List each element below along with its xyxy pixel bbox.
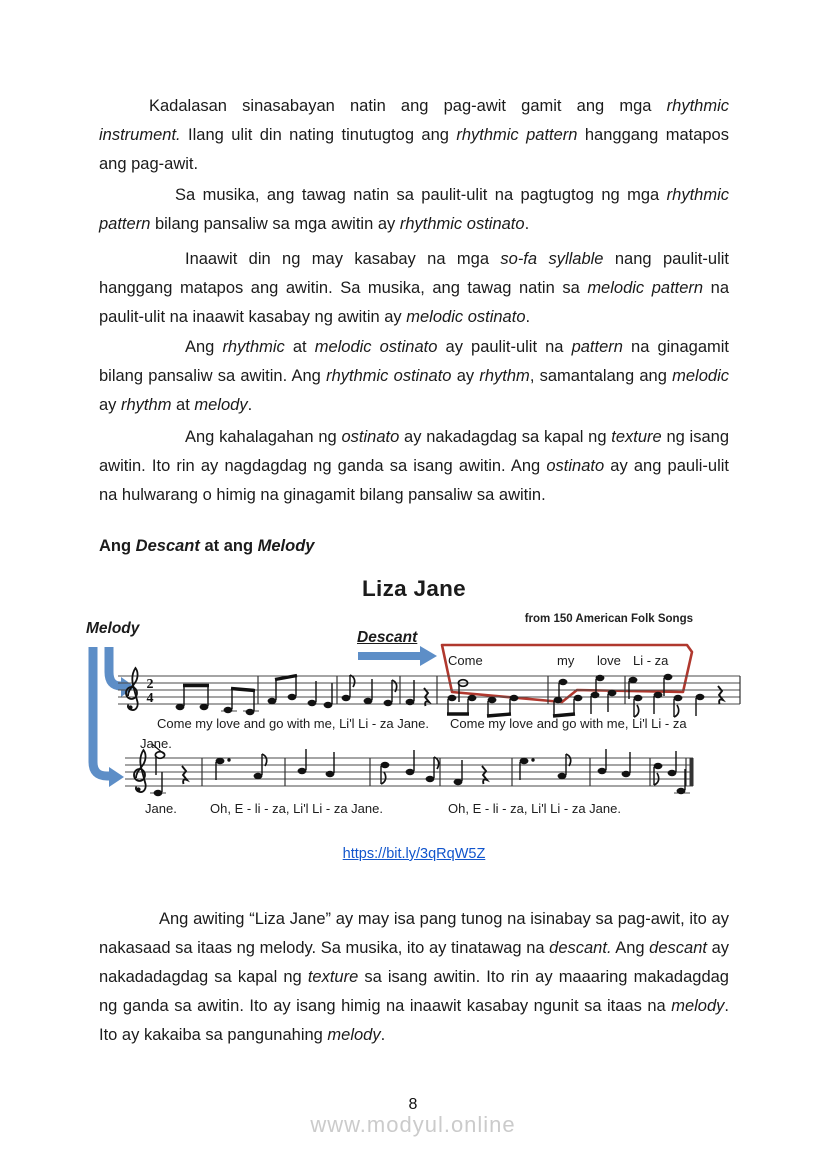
- descant-lyric-liza: Li - za: [633, 653, 669, 668]
- watermark: www.modyul.online: [310, 1112, 516, 1137]
- melody-lyric-2c: Oh, E - li - za, Li'l Li - za Jane.: [448, 801, 621, 816]
- paragraph-5: Ang kahalagahan ng ostinato ay nakadagdag sa kapal ng texture ng isang awitin. Ito rin ay nagdagdag ng ganda sa isang awitin. Ang ostinato ay ang pauli-ulit na hulwarang o himig na ginagamit bilang pansaliw sa awitin.: [99, 428, 729, 504]
- descant-lyric-come: Come: [448, 653, 483, 668]
- time-signature-bottom: 4: [146, 691, 154, 706]
- melody-lyric-1b: Come my love and go with me, Li'l Li - za: [450, 716, 687, 731]
- staff-2-notes: [150, 749, 690, 796]
- page-number: 8: [408, 1096, 418, 1113]
- source-link[interactable]: https://bit.ly/3qRqW5Z: [342, 846, 486, 862]
- paragraph-4: Ang rhythmic at melodic ostinato ay paulit-ulit na pattern na ginagamit bilang pansaliw sa awitin. Ang rhythmic ostinato ay rhythm, samantalang ang melodic ay rhythm at melody.: [99, 338, 729, 414]
- staff-2: [125, 736, 694, 816]
- time-signature-top: 2: [146, 677, 154, 692]
- sheet-music-figure: [80, 610, 750, 845]
- paragraph-2: Sa musika, ang tawag natin sa paulit-ulit na pagtugtog ng mga rhythmic pattern bilang pansaliw sa mga awitin ay rhythmic ostinato.: [99, 186, 729, 233]
- melody-label: Melody: [86, 620, 140, 637]
- descant-lyric-jane: Jane.: [140, 736, 172, 751]
- descant-lyric-my: my: [557, 653, 575, 668]
- descant-label: Descant: [357, 629, 418, 646]
- melody-lyric-1a: Come my love and go with me, Li'l Li - za Jane.: [157, 716, 429, 731]
- figure-title: Liza Jane: [362, 576, 466, 601]
- paragraph-3: Inaawit din ng may kasabay na mga so-fa syllable nang paulit-ulit hanggang matapos ang awitin. Sa musika, ang tawag natin sa melodic pattern na paulit-ulit na inaawit kasabay ng awitin ay melodic ostinato.: [99, 250, 729, 326]
- paragraph-1: Kadalasan sinasabayan natin ang pag-awit gamit ang mga rhythmic instrument. Ilang ulit din nating tinutugtog ang rhythmic pattern hanggang matapos ang pag-awit.: [99, 97, 729, 173]
- descant-lyric-love: love: [597, 653, 621, 668]
- section-heading: Ang Descant at ang Melody: [99, 537, 315, 555]
- melody-lyric-2a: Jane.: [145, 801, 177, 816]
- paragraph-6: Ang awiting “Liza Jane” ay may isa pang tunog na isinabay sa pag-awit, ito ay nakasaad sa itaas ng melody. Sa musika, ito ay tinatawag na descant. Ang descant ay nakadadagdag sa kapal ng texture sa isang awitin. Ito rin ay maaaring makadagdag ng ganda sa awitin. Ito ay isang himig na inaawit kasabay ngunit sa itaas na melody. Ito ay kakaiba sa pangunahing melody.: [99, 910, 729, 1044]
- descant-arrow-icon: [358, 646, 437, 666]
- melody-lyric-2b: Oh, E - li - za, Li'l Li - za Jane.: [210, 801, 383, 816]
- figure-credit: from 150 American Folk Songs: [524, 613, 693, 625]
